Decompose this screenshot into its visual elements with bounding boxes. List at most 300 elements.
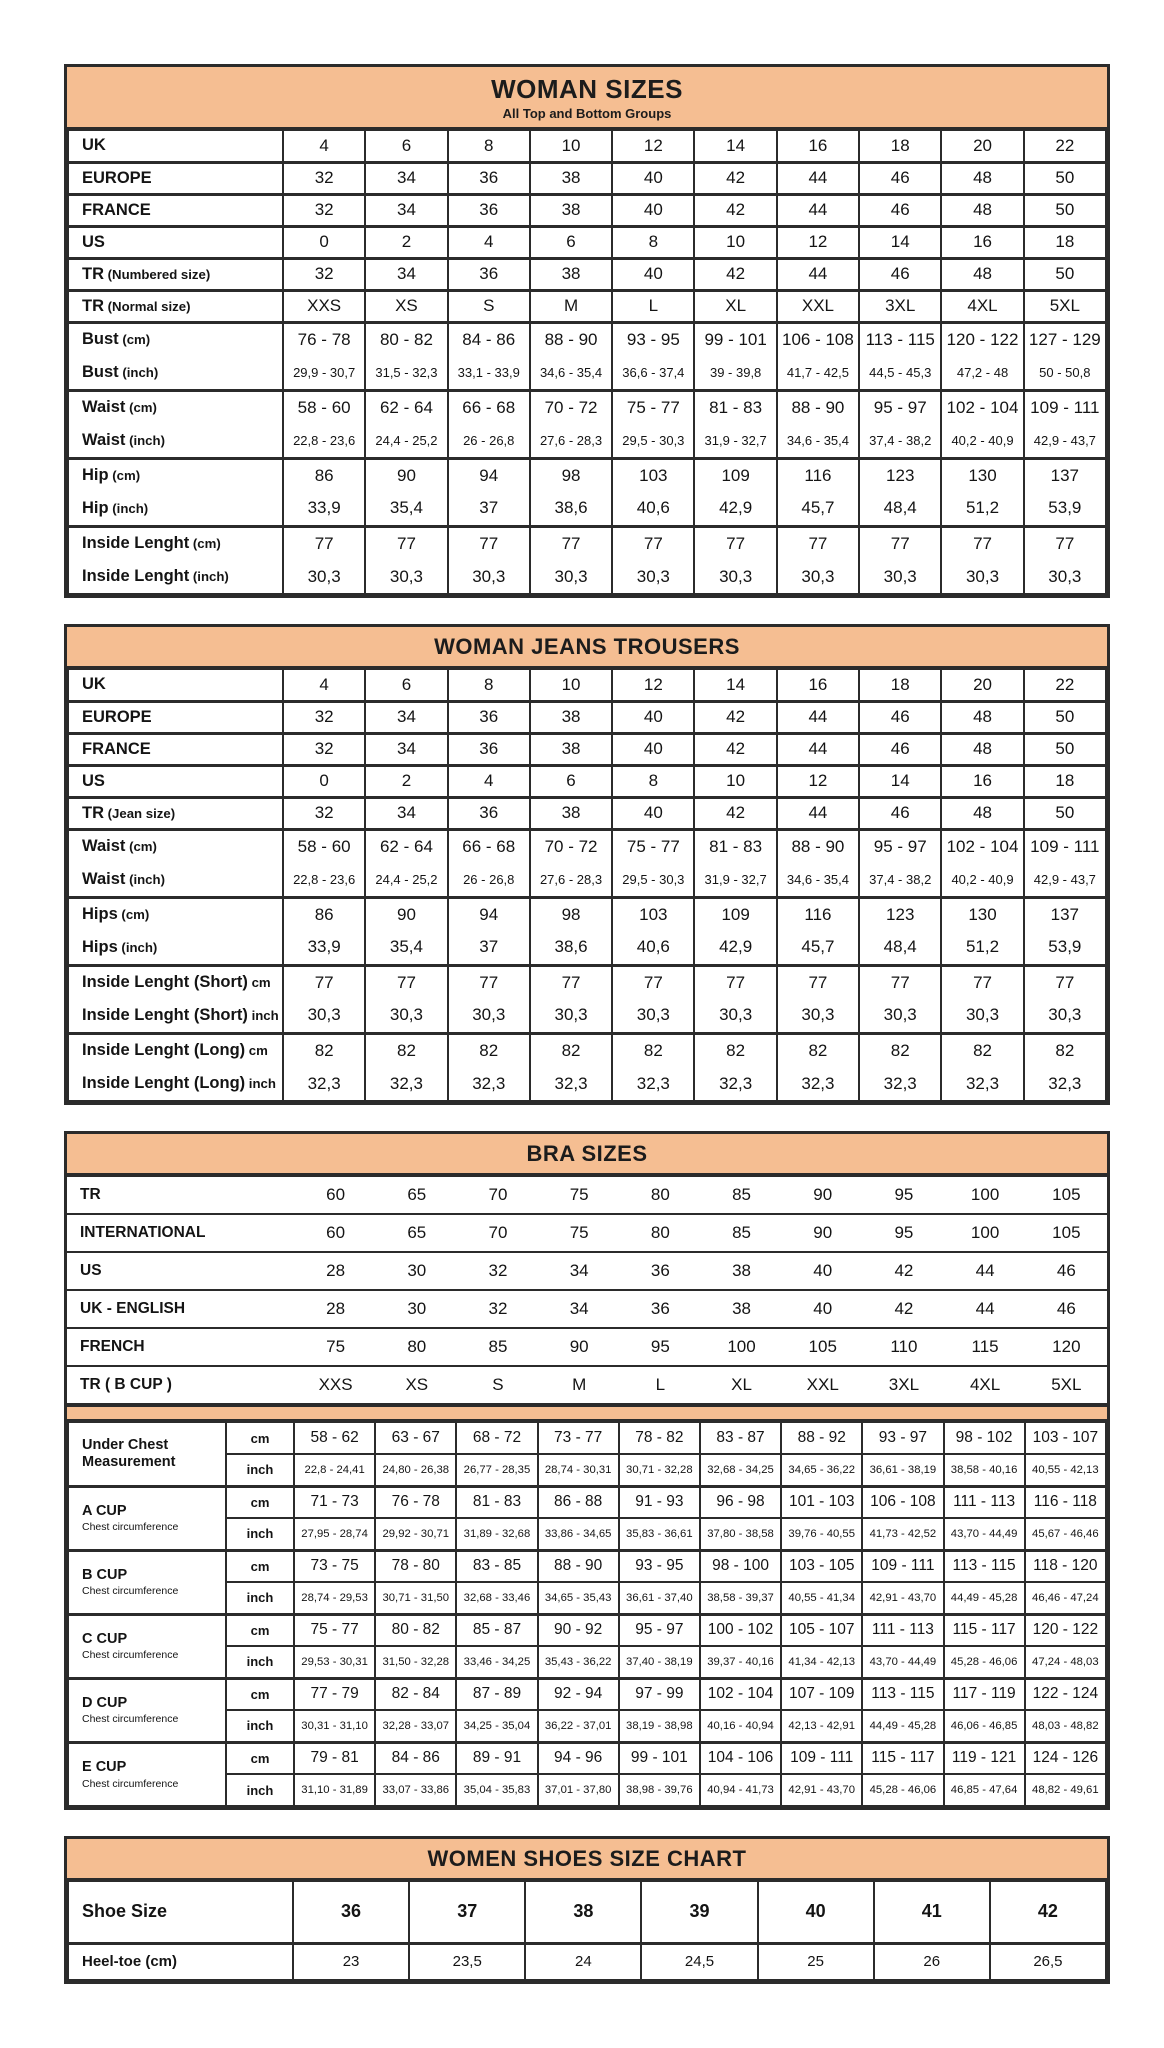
value-cell: 16: [777, 130, 859, 162]
value-cell: 30,71 - 32,28: [619, 1454, 700, 1486]
value-cell: 60: [295, 1214, 376, 1252]
value-cell: 82: [859, 1033, 941, 1067]
value-cell: 62 - 64: [365, 829, 447, 863]
value-cell: 66 - 68: [448, 829, 530, 863]
value-cell: XXL: [782, 1366, 863, 1404]
women-shoes-size-chart-table: [64, 1836, 1110, 1984]
value-cell: 119 - 121: [944, 1742, 1025, 1774]
value-cell: 23,5: [409, 1943, 525, 1980]
row-label-note: (cm): [117, 907, 150, 923]
table-row: [68, 1881, 1106, 1943]
row-label-text: EUROPE: [82, 707, 152, 726]
value-cell: 42,91 - 43,70: [862, 1582, 943, 1614]
value-cell: 45,28 - 46,06: [862, 1774, 943, 1806]
value-cell: 38,98 - 39,76: [619, 1774, 700, 1806]
table-row: [68, 162, 1106, 194]
value-cell: 77: [777, 526, 859, 560]
value-cell: 24,80 - 26,38: [375, 1454, 456, 1486]
value-cell: 34: [539, 1252, 620, 1290]
value-cell: 40,94 - 41,73: [700, 1774, 781, 1806]
row-label: [68, 701, 283, 733]
table-row: [68, 1033, 1106, 1067]
value-cell: 34,6 - 35,4: [530, 356, 612, 390]
row-label-note: (cm): [125, 839, 157, 855]
row-label: [68, 322, 283, 356]
value-cell: 77: [365, 526, 447, 560]
value-cell: 77: [1024, 526, 1106, 560]
value-cell: 120 - 122: [1025, 1614, 1106, 1646]
value-cell: 30,3: [777, 560, 859, 594]
value-cell: 94: [448, 897, 530, 931]
value-cell: 44: [777, 258, 859, 290]
value-cell: 70: [457, 1214, 538, 1252]
value-cell: 53,9: [1024, 931, 1106, 965]
value-cell: 28: [295, 1252, 376, 1290]
value-cell: 35,4: [365, 492, 447, 526]
value-cell: 32: [283, 194, 365, 226]
table-row: [68, 226, 1106, 258]
value-cell: 85: [457, 1328, 538, 1366]
value-cell: 0: [283, 226, 365, 258]
value-cell: 93 - 95: [619, 1550, 700, 1582]
value-cell: 14: [694, 669, 776, 701]
table-row: [68, 1422, 1106, 1454]
value-cell: 34,6 - 35,4: [777, 863, 859, 897]
value-cell: 116 - 118: [1025, 1486, 1106, 1518]
table-row: [68, 1943, 1106, 1980]
value-cell: 45,7: [777, 931, 859, 965]
value-cell: 82: [941, 1033, 1023, 1067]
value-cell: 10: [530, 130, 612, 162]
row-label: [68, 356, 283, 390]
table-row: [68, 560, 1106, 594]
value-cell: 60: [295, 1176, 376, 1214]
value-cell: 37,4 - 38,2: [859, 863, 941, 897]
row-label-note: inch: [245, 1076, 276, 1091]
value-cell: 12: [777, 226, 859, 258]
row-label: [67, 1214, 295, 1252]
row-label: [68, 1943, 293, 1980]
value-cell: 75: [539, 1176, 620, 1214]
value-cell: 32: [283, 258, 365, 290]
value-cell: 76 - 78: [283, 322, 365, 356]
row-label-text: Hip: [82, 466, 109, 485]
value-cell: 16: [777, 669, 859, 701]
value-cell: 44: [777, 194, 859, 226]
value-cell: 50: [1024, 258, 1106, 290]
value-cell: 40: [782, 1290, 863, 1328]
value-cell: 115: [945, 1328, 1026, 1366]
bra-measurement-grid: [67, 1421, 1107, 1807]
value-cell: 30,3: [694, 560, 776, 594]
value-cell: 48,03 - 48,82: [1025, 1710, 1106, 1742]
woman-jeans-trousers-header: [67, 627, 1107, 668]
woman-jeans-trousers-grid: [67, 668, 1107, 1102]
value-cell: 76 - 78: [375, 1486, 456, 1518]
value-cell: 109 - 111: [781, 1742, 862, 1774]
value-cell: 38: [525, 1881, 641, 1943]
value-cell: 82: [612, 1033, 694, 1067]
value-cell: 38,6: [530, 492, 612, 526]
row-label: [68, 1067, 283, 1101]
value-cell: 80 - 82: [375, 1614, 456, 1646]
value-cell: 88 - 90: [530, 322, 612, 356]
row-label: [68, 458, 283, 492]
value-cell: 34: [365, 194, 447, 226]
value-cell: 4: [448, 765, 530, 797]
value-cell: 118 - 120: [1025, 1550, 1106, 1582]
value-cell: 71 - 73: [294, 1486, 375, 1518]
row-label-text: Hip: [82, 498, 109, 517]
value-cell: 36,61 - 37,40: [619, 1582, 700, 1614]
table-row: [68, 829, 1106, 863]
value-cell: 42,13 - 42,91: [781, 1710, 862, 1742]
value-cell: 94 - 96: [538, 1742, 619, 1774]
table-row: [67, 1328, 1107, 1366]
value-cell: 5XL: [1026, 1366, 1107, 1404]
value-cell: 82: [448, 1033, 530, 1067]
table-row: [68, 863, 1106, 897]
value-cell: 32,3: [941, 1067, 1023, 1101]
value-cell: 26,77 - 28,35: [456, 1454, 537, 1486]
value-cell: 123: [859, 897, 941, 931]
value-cell: 42: [694, 797, 776, 829]
value-cell: 85: [701, 1214, 782, 1252]
value-cell: 50: [1024, 162, 1106, 194]
value-cell: 48: [941, 194, 1023, 226]
value-cell: 90: [539, 1328, 620, 1366]
row-label: [68, 390, 283, 424]
value-cell: 30,3: [859, 560, 941, 594]
value-cell: 48: [941, 162, 1023, 194]
row-label-text: UK: [82, 136, 106, 155]
value-cell: 115 - 117: [862, 1742, 943, 1774]
value-cell: 82: [530, 1033, 612, 1067]
value-cell: 18: [859, 669, 941, 701]
value-cell: 42: [694, 258, 776, 290]
row-label-text: TR ( B CUP ): [80, 1376, 172, 1393]
value-cell: 75 - 77: [294, 1614, 375, 1646]
value-cell: 40,6: [612, 492, 694, 526]
value-cell: 50: [1024, 701, 1106, 733]
row-label: [68, 965, 283, 999]
value-cell: 38: [530, 162, 612, 194]
value-cell: 30,31 - 31,10: [294, 1710, 375, 1742]
row-label: [68, 1033, 283, 1067]
row-label-note: (inch): [125, 871, 165, 887]
value-cell: 42,9 - 43,7: [1024, 863, 1106, 897]
value-cell: 82: [283, 1033, 365, 1067]
value-cell: 39,76 - 40,55: [781, 1518, 862, 1550]
value-cell: 30: [376, 1290, 457, 1328]
value-cell: 38,6: [530, 931, 612, 965]
value-cell: 30,3: [941, 560, 1023, 594]
value-cell: 46,85 - 47,64: [944, 1774, 1025, 1806]
value-cell: 38,58 - 40,16: [944, 1454, 1025, 1486]
value-cell: 20: [941, 669, 1023, 701]
value-cell: 4: [448, 226, 530, 258]
value-cell: 32,3: [365, 1067, 447, 1101]
value-cell: 77: [530, 965, 612, 999]
value-cell: 78 - 80: [375, 1550, 456, 1582]
value-cell: 22: [1024, 130, 1106, 162]
value-cell: 137: [1024, 458, 1106, 492]
value-cell: 77: [612, 965, 694, 999]
row-label: [68, 194, 283, 226]
value-cell: 116: [777, 458, 859, 492]
value-cell: 34,6 - 35,4: [777, 424, 859, 458]
value-cell: 102 - 104: [700, 1678, 781, 1710]
value-cell: 30,3: [859, 999, 941, 1033]
value-cell: 79 - 81: [294, 1742, 375, 1774]
value-cell: 8: [612, 226, 694, 258]
value-cell: 6: [365, 130, 447, 162]
value-cell: 26 - 26,8: [448, 424, 530, 458]
value-cell: 37: [448, 931, 530, 965]
table-row: [67, 1214, 1107, 1252]
value-cell: 102 - 104: [941, 390, 1023, 424]
value-cell: 96 - 98: [700, 1486, 781, 1518]
value-cell: L: [620, 1366, 701, 1404]
table-row: [68, 931, 1106, 965]
value-cell: 53,9: [1024, 492, 1106, 526]
table-row: [68, 669, 1106, 701]
unit-cell: cm: [226, 1550, 294, 1582]
value-cell: 82: [365, 1033, 447, 1067]
row-label-sub: Chest circumference: [82, 1521, 179, 1534]
value-cell: 31,5 - 32,3: [365, 356, 447, 390]
table-row: [68, 965, 1106, 999]
value-cell: 25: [758, 1943, 874, 1980]
value-cell: 90: [365, 458, 447, 492]
row-label-note: inch: [247, 1007, 279, 1023]
value-cell: 40,2 - 40,9: [941, 424, 1023, 458]
value-cell: 77: [530, 526, 612, 560]
value-cell: 105 - 107: [781, 1614, 862, 1646]
value-cell: 24,4 - 25,2: [365, 863, 447, 897]
row-label: [68, 226, 283, 258]
value-cell: 103: [612, 458, 694, 492]
row-label-text: UK - ENGLISH: [80, 1300, 186, 1317]
unit-cell: cm: [226, 1742, 294, 1774]
value-cell: 46: [859, 797, 941, 829]
row-label: [68, 765, 283, 797]
table-row: [67, 1176, 1107, 1214]
row-label-text: Inside Lenght (Long): [82, 1074, 246, 1092]
row-label: [68, 931, 283, 965]
row-label: [68, 1486, 226, 1550]
value-cell: 27,6 - 28,3: [530, 424, 612, 458]
value-cell: 28,74 - 30,31: [538, 1454, 619, 1486]
value-cell: 30: [376, 1252, 457, 1290]
value-cell: 66 - 68: [448, 390, 530, 424]
value-cell: 34: [365, 162, 447, 194]
row-label-note: cm: [247, 975, 271, 991]
value-cell: M: [530, 290, 612, 322]
table-row: [68, 1742, 1106, 1774]
row-label-text: D CUP: [82, 1694, 128, 1711]
row-label: [68, 897, 283, 931]
value-cell: S: [457, 1366, 538, 1404]
row-label-text: Bust: [82, 330, 119, 349]
table-row: [68, 390, 1106, 424]
value-cell: 130: [941, 897, 1023, 931]
value-cell: 10: [694, 226, 776, 258]
table-title: WOMAN SIZES: [491, 74, 683, 104]
row-label: [68, 669, 283, 701]
value-cell: 99 - 101: [694, 322, 776, 356]
value-cell: 32,28 - 33,07: [375, 1710, 456, 1742]
row-label-text: FRANCE: [82, 200, 151, 219]
value-cell: 40: [612, 797, 694, 829]
value-cell: 109: [694, 458, 776, 492]
value-cell: 85 - 87: [456, 1614, 537, 1646]
value-cell: 88 - 90: [777, 390, 859, 424]
row-label-text: US: [80, 1262, 102, 1279]
value-cell: 23: [293, 1943, 409, 1980]
value-cell: 50: [1024, 733, 1106, 765]
value-cell: 103 - 107: [1025, 1422, 1106, 1454]
value-cell: 48,82 - 49,61: [1025, 1774, 1106, 1806]
value-cell: 37,01 - 37,80: [538, 1774, 619, 1806]
value-cell: 99 - 101: [619, 1742, 700, 1774]
table-row: [68, 897, 1106, 931]
row-label-text: TR: [82, 264, 104, 283]
value-cell: 80: [620, 1214, 701, 1252]
value-cell: 86 - 88: [538, 1486, 619, 1518]
row-label-text: Under Chest Measurement: [82, 1437, 176, 1470]
value-cell: 120: [1026, 1328, 1107, 1366]
value-cell: 30,3: [777, 999, 859, 1033]
value-cell: 103 - 105: [781, 1550, 862, 1582]
row-label-text: Shoe Size: [82, 1901, 168, 1922]
row-label: [68, 1550, 226, 1614]
value-cell: 18: [1024, 226, 1106, 258]
value-cell: 20: [941, 130, 1023, 162]
value-cell: 10: [530, 669, 612, 701]
woman-jeans-trousers-table: [64, 624, 1110, 1105]
value-cell: 68 - 72: [456, 1422, 537, 1454]
value-cell: 34: [365, 733, 447, 765]
value-cell: 32,3: [612, 1067, 694, 1101]
value-cell: 32: [457, 1290, 538, 1328]
value-cell: 82: [777, 1033, 859, 1067]
value-cell: 42,9 - 43,7: [1024, 424, 1106, 458]
value-cell: 30,3: [612, 999, 694, 1033]
value-cell: 36: [448, 701, 530, 733]
woman-sizes-grid: [67, 129, 1107, 595]
value-cell: 40,16 - 40,94: [700, 1710, 781, 1742]
unit-cell: inch: [226, 1774, 294, 1806]
value-cell: 51,2: [941, 492, 1023, 526]
bra-conversion-grid: [67, 1175, 1107, 1405]
value-cell: 83 - 87: [700, 1422, 781, 1454]
row-label-text: Waist: [82, 837, 126, 856]
value-cell: 30,3: [1024, 999, 1106, 1033]
unit-cell: cm: [226, 1486, 294, 1518]
row-label-text: Inside Lenght: [82, 567, 190, 585]
value-cell: 36: [620, 1252, 701, 1290]
value-cell: 86: [283, 897, 365, 931]
value-cell: 30,3: [283, 999, 365, 1033]
row-label-text: A CUP: [82, 1502, 127, 1519]
row-label: [68, 162, 283, 194]
value-cell: 30,3: [448, 999, 530, 1033]
value-cell: 73 - 77: [538, 1422, 619, 1454]
value-cell: 42: [694, 194, 776, 226]
unit-cell: cm: [226, 1678, 294, 1710]
table-row: [67, 1252, 1107, 1290]
value-cell: 51,2: [941, 931, 1023, 965]
value-cell: 38,58 - 39,37: [700, 1582, 781, 1614]
value-cell: 33,9: [283, 931, 365, 965]
value-cell: 37,40 - 38,19: [619, 1646, 700, 1678]
value-cell: 30,3: [448, 560, 530, 594]
value-cell: 77: [777, 965, 859, 999]
value-cell: 95 - 97: [859, 829, 941, 863]
value-cell: 37: [409, 1881, 525, 1943]
value-cell: 77: [283, 526, 365, 560]
value-cell: 111 - 113: [944, 1486, 1025, 1518]
row-label-note: (cm): [189, 536, 221, 552]
value-cell: 18: [859, 130, 941, 162]
value-cell: 3XL: [863, 1366, 944, 1404]
value-cell: S: [448, 290, 530, 322]
value-cell: 86: [283, 458, 365, 492]
value-cell: 101 - 103: [781, 1486, 862, 1518]
table-row: [68, 1678, 1106, 1710]
value-cell: 14: [859, 765, 941, 797]
value-cell: 32,3: [283, 1067, 365, 1101]
value-cell: 83 - 85: [456, 1550, 537, 1582]
value-cell: 117 - 119: [944, 1678, 1025, 1710]
row-label-text: Waist: [82, 869, 126, 888]
value-cell: 34: [365, 258, 447, 290]
value-cell: 46,06 - 46,85: [944, 1710, 1025, 1742]
row-label-text: US: [82, 232, 105, 251]
value-cell: XXL: [777, 290, 859, 322]
value-cell: 92 - 94: [538, 1678, 619, 1710]
value-cell: 36: [448, 194, 530, 226]
row-label-text: Bust: [82, 362, 119, 381]
value-cell: 35,43 - 36,22: [538, 1646, 619, 1678]
table-row: [68, 424, 1106, 458]
row-label-note: (Normal size): [104, 298, 191, 314]
value-cell: 12: [612, 130, 694, 162]
value-cell: 38: [530, 733, 612, 765]
value-cell: 41,73 - 42,52: [862, 1518, 943, 1550]
value-cell: 38: [701, 1252, 782, 1290]
value-cell: 40: [612, 258, 694, 290]
value-cell: 90: [365, 897, 447, 931]
value-cell: XS: [376, 1366, 457, 1404]
value-cell: 77: [612, 526, 694, 560]
table-row: [67, 1290, 1107, 1328]
value-cell: 33,1 - 33,9: [448, 356, 530, 390]
row-label-text: EUROPE: [82, 168, 152, 187]
value-cell: 39 - 39,8: [694, 356, 776, 390]
value-cell: 100: [945, 1214, 1026, 1252]
value-cell: 2: [365, 226, 447, 258]
value-cell: 91 - 93: [619, 1486, 700, 1518]
bra-sizes-table: [64, 1131, 1110, 1810]
row-label-text: Inside Lenght (Long): [82, 1041, 246, 1060]
value-cell: 31,10 - 31,89: [294, 1774, 375, 1806]
value-cell: 38: [530, 194, 612, 226]
row-label: [68, 733, 283, 765]
value-cell: 120 - 122: [941, 322, 1023, 356]
value-cell: 82 - 84: [375, 1678, 456, 1710]
